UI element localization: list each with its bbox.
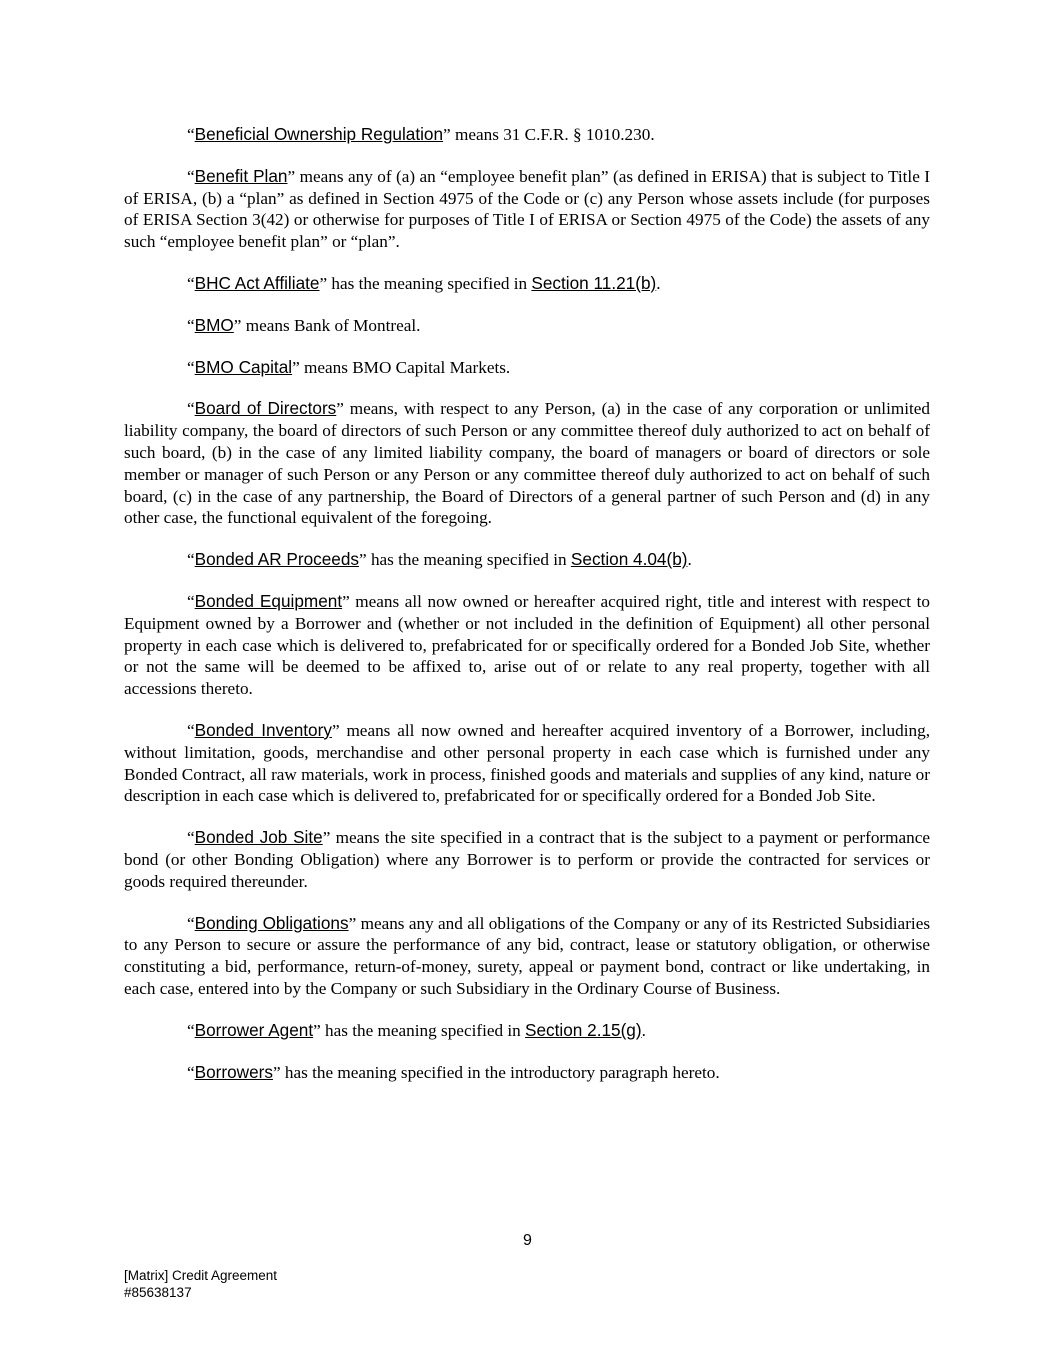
definition-paragraph: “Bonded AR Proceeds” has the meaning specified in Section 4.04(b).	[187, 549, 692, 570]
defined-term: Bonded Job Site	[194, 827, 323, 848]
definition-text-end: .	[641, 1020, 646, 1040]
definition-paragraph: “BMO” means Bank of Montreal.	[187, 314, 421, 335]
defined-term: Bonded Equipment	[194, 590, 343, 611]
definition-text: means Bank of Montreal.	[241, 315, 421, 335]
definition-text: means all now owned or hereafter acquired right, title and interest with respect to Equipment owned by a Borrower and (whether or not included in the definition of Equipment) all other personal property in each case which is delivered to, prefabricated for or specifically ordered for a Bonded Job Site, whether or not the same will be deemed to be affixed to, arise out of or relate to any real property, together with all accessions thereto.	[124, 591, 930, 699]
definition-paragraph: “Bonded Inventory” means all now owned and hereafter acquired inventory of a Borrower, including, without limitation, goods, merchandise and other personal property in each case which is furnished under any Bonded Contract, all raw materials, work in process, finished goods and materials and supplies of any kind, nature or description in each case which is delivered to, prefabricated for or specifically ordered for a Bonded Job Site.	[124, 719, 930, 806]
defined-term: BHC Act Affiliate	[194, 272, 320, 293]
definition-text: has the meaning specified in	[327, 273, 532, 293]
definition-text-end: .	[687, 550, 692, 570]
definition-text: has the meaning specified in the introductory paragraph hereto.	[280, 1062, 720, 1082]
section-reference-link[interactable]: Section 4.04(b)	[570, 549, 688, 570]
definition-paragraph: “Beneficial Ownership Regulation” means 31 C.F.R. § 1010.230.	[187, 124, 655, 144]
defined-term: Borrowers	[194, 1061, 273, 1082]
definition-paragraph: “Benefit Plan” means any of (a) an “employee benefit plan” (as defined in ERISA) that is subject to Title I of ERISA, (b) a “plan” as defined in Section 4975 of the Code or (c) any Person whose assets include (for purposes of ERISA Section 3(42) or otherwise for purposes of Title I of ERISA or Section 4975 of the Code) the assets of any such “employee benefit plan” or “plan”.	[124, 165, 930, 252]
definitions-list	[124, 124, 930, 1103]
definition-text: means the site specified in a contract that is the subject to a payment or performance bond (or other Bonding Obligation) where any Borrower is to perform or provide the contracted for services or goods required thereunder.	[124, 828, 930, 891]
defined-term: Benefit Plan	[194, 165, 288, 186]
definition-text: means any and all obligations of the Company or any of its Restricted Subsidiaries to any Person to secure or assure the performance of any bid, contract, lease or statutory obligation, or otherwise constituting a bid, performance, return-of-money, surety, appeal or payment bond, contract or like undertaking, in each case, entered into by the Company or such Subsidiary in the Ordinary Course of Business.	[124, 913, 931, 998]
defined-term: Bonded AR Proceeds	[194, 549, 359, 570]
definition-paragraph: “BHC Act Affiliate” has the meaning specified in Section 11.21(b).	[187, 272, 661, 293]
page-number: 9	[523, 1232, 532, 1249]
definition-text-end: .	[656, 273, 661, 293]
definition-text: has the meaning specified in	[320, 1020, 526, 1040]
definition-paragraph: “Board of Directors” means, with respect to any Person, (a) in the case of any corporation or unlimited liability company, the board of directors of such Person or any committee thereof duly authorized to act on behalf of such board, (b) in the case of any limited liability company, the board of managers or board of directors or sole member or manager of such Person or any Person or any committee thereof duly authorized to act on behalf of such board, (c) in the case of any partnership, the Board of Directors of a general partner of such Person and (d) in any other case, the functional equivalent of the foregoing.	[124, 398, 930, 528]
defined-term: BMO Capital	[194, 356, 293, 377]
definition-paragraph: “Borrowers” has the meaning specified in the introductory paragraph hereto.	[187, 1061, 720, 1082]
section-reference-link[interactable]: Section 11.21(b)	[531, 272, 657, 293]
section-reference-link[interactable]: Section 2.15(g)	[525, 1019, 642, 1040]
defined-term: Bonding Obligations	[194, 912, 349, 933]
defined-term: Bonded Inventory	[194, 719, 332, 740]
defined-term: BMO	[194, 314, 234, 335]
definition-text: means BMO Capital Markets.	[299, 357, 511, 377]
defined-term: Board of Directors	[194, 398, 337, 419]
definition-paragraph: “Bonded Job Site” means the site specified in a contract that is the subject to a payment or performance bond (or other Bonding Obligation) where any Borrower is to perform or provide the contracted for services or goods required thereunder.	[124, 827, 930, 891]
footer-document-title: [Matrix] Credit Agreement	[124, 1268, 278, 1283]
defined-term: Beneficial Ownership Regulation	[194, 124, 444, 144]
definition-text: means all now owned and hereafter acquired inventory of a Borrower, including, without limitation, goods, merchandise and other personal property in each case which is furnished under any Bonded Contract, all raw materials, work in process, finished goods and materials and supplies of any kind, nature or description in each case which is delivered to, prefabricated for or specifically ordered for a Bonded Job Site.	[124, 720, 930, 806]
definition-paragraph: “BMO Capital” means BMO Capital Markets.	[187, 356, 511, 377]
definition-paragraph: “Bonded Equipment” means all now owned or hereafter acquired right, title and interest with respect to Equipment owned by a Borrower and (whether or not included in the definition of Equipment) all other personal property in each case which is delivered to, prefabricated for or specifically ordered for a Bonded Job Site, whether or not the same will be deemed to be affixed to, arise out of or relate to any real property, together with all accessions thereto.	[124, 590, 930, 699]
definition-text: has the meaning specified in	[366, 550, 571, 570]
definition-paragraph: “Bonding Obligations” means any and all obligations of the Company or any of its Restricted Subsidiaries to any Person to secure or assure the performance of any bid, contract, lease or statutory obligation, or otherwise constituting a bid, performance, return-of-money, surety, appeal or payment bond, contract or like undertaking, in each case, entered into by the Company or such Subsidiary in the Ordinary Course of Business.	[124, 912, 931, 998]
definition-text: means 31 C.F.R. § 1010.230.	[450, 125, 655, 144]
footer-document-id: #85638137	[124, 1285, 192, 1300]
defined-term: Borrower Agent	[194, 1019, 314, 1040]
document-footer	[124, 1267, 277, 1301]
definition-text: means any of (a) an “employee benefit plan” (as defined in ERISA) that is subject to Title I of ERISA, (b) a “plan” as defined in Section 4975 of the Code or (c) any Person whose assets include (for purposes of ERISA Section 3(42) or otherwise for purposes of Title I of ERISA or Section 4975 of the Code) the assets of any such “employee benefit plan” or “plan”.	[124, 166, 930, 252]
definition-text: means, with respect to any Person, (a) in the case of any corporation or unlimited liability company, the board of directors of such Person or any committee thereof duly authorized to act on behalf of such board, (b) in the case of any limited liability company, the board of managers or board of directors or sole member or manager of such Person or any Person or any committee thereof duly authorized to act on behalf of such board, (c) in the case of any partnership, the Board of Directors of a general partner of such Person and (d) in any other case, the functional equivalent of the foregoing.	[124, 399, 930, 528]
definition-paragraph: “Borrower Agent” has the meaning specified in Section 2.15(g).	[187, 1019, 646, 1040]
